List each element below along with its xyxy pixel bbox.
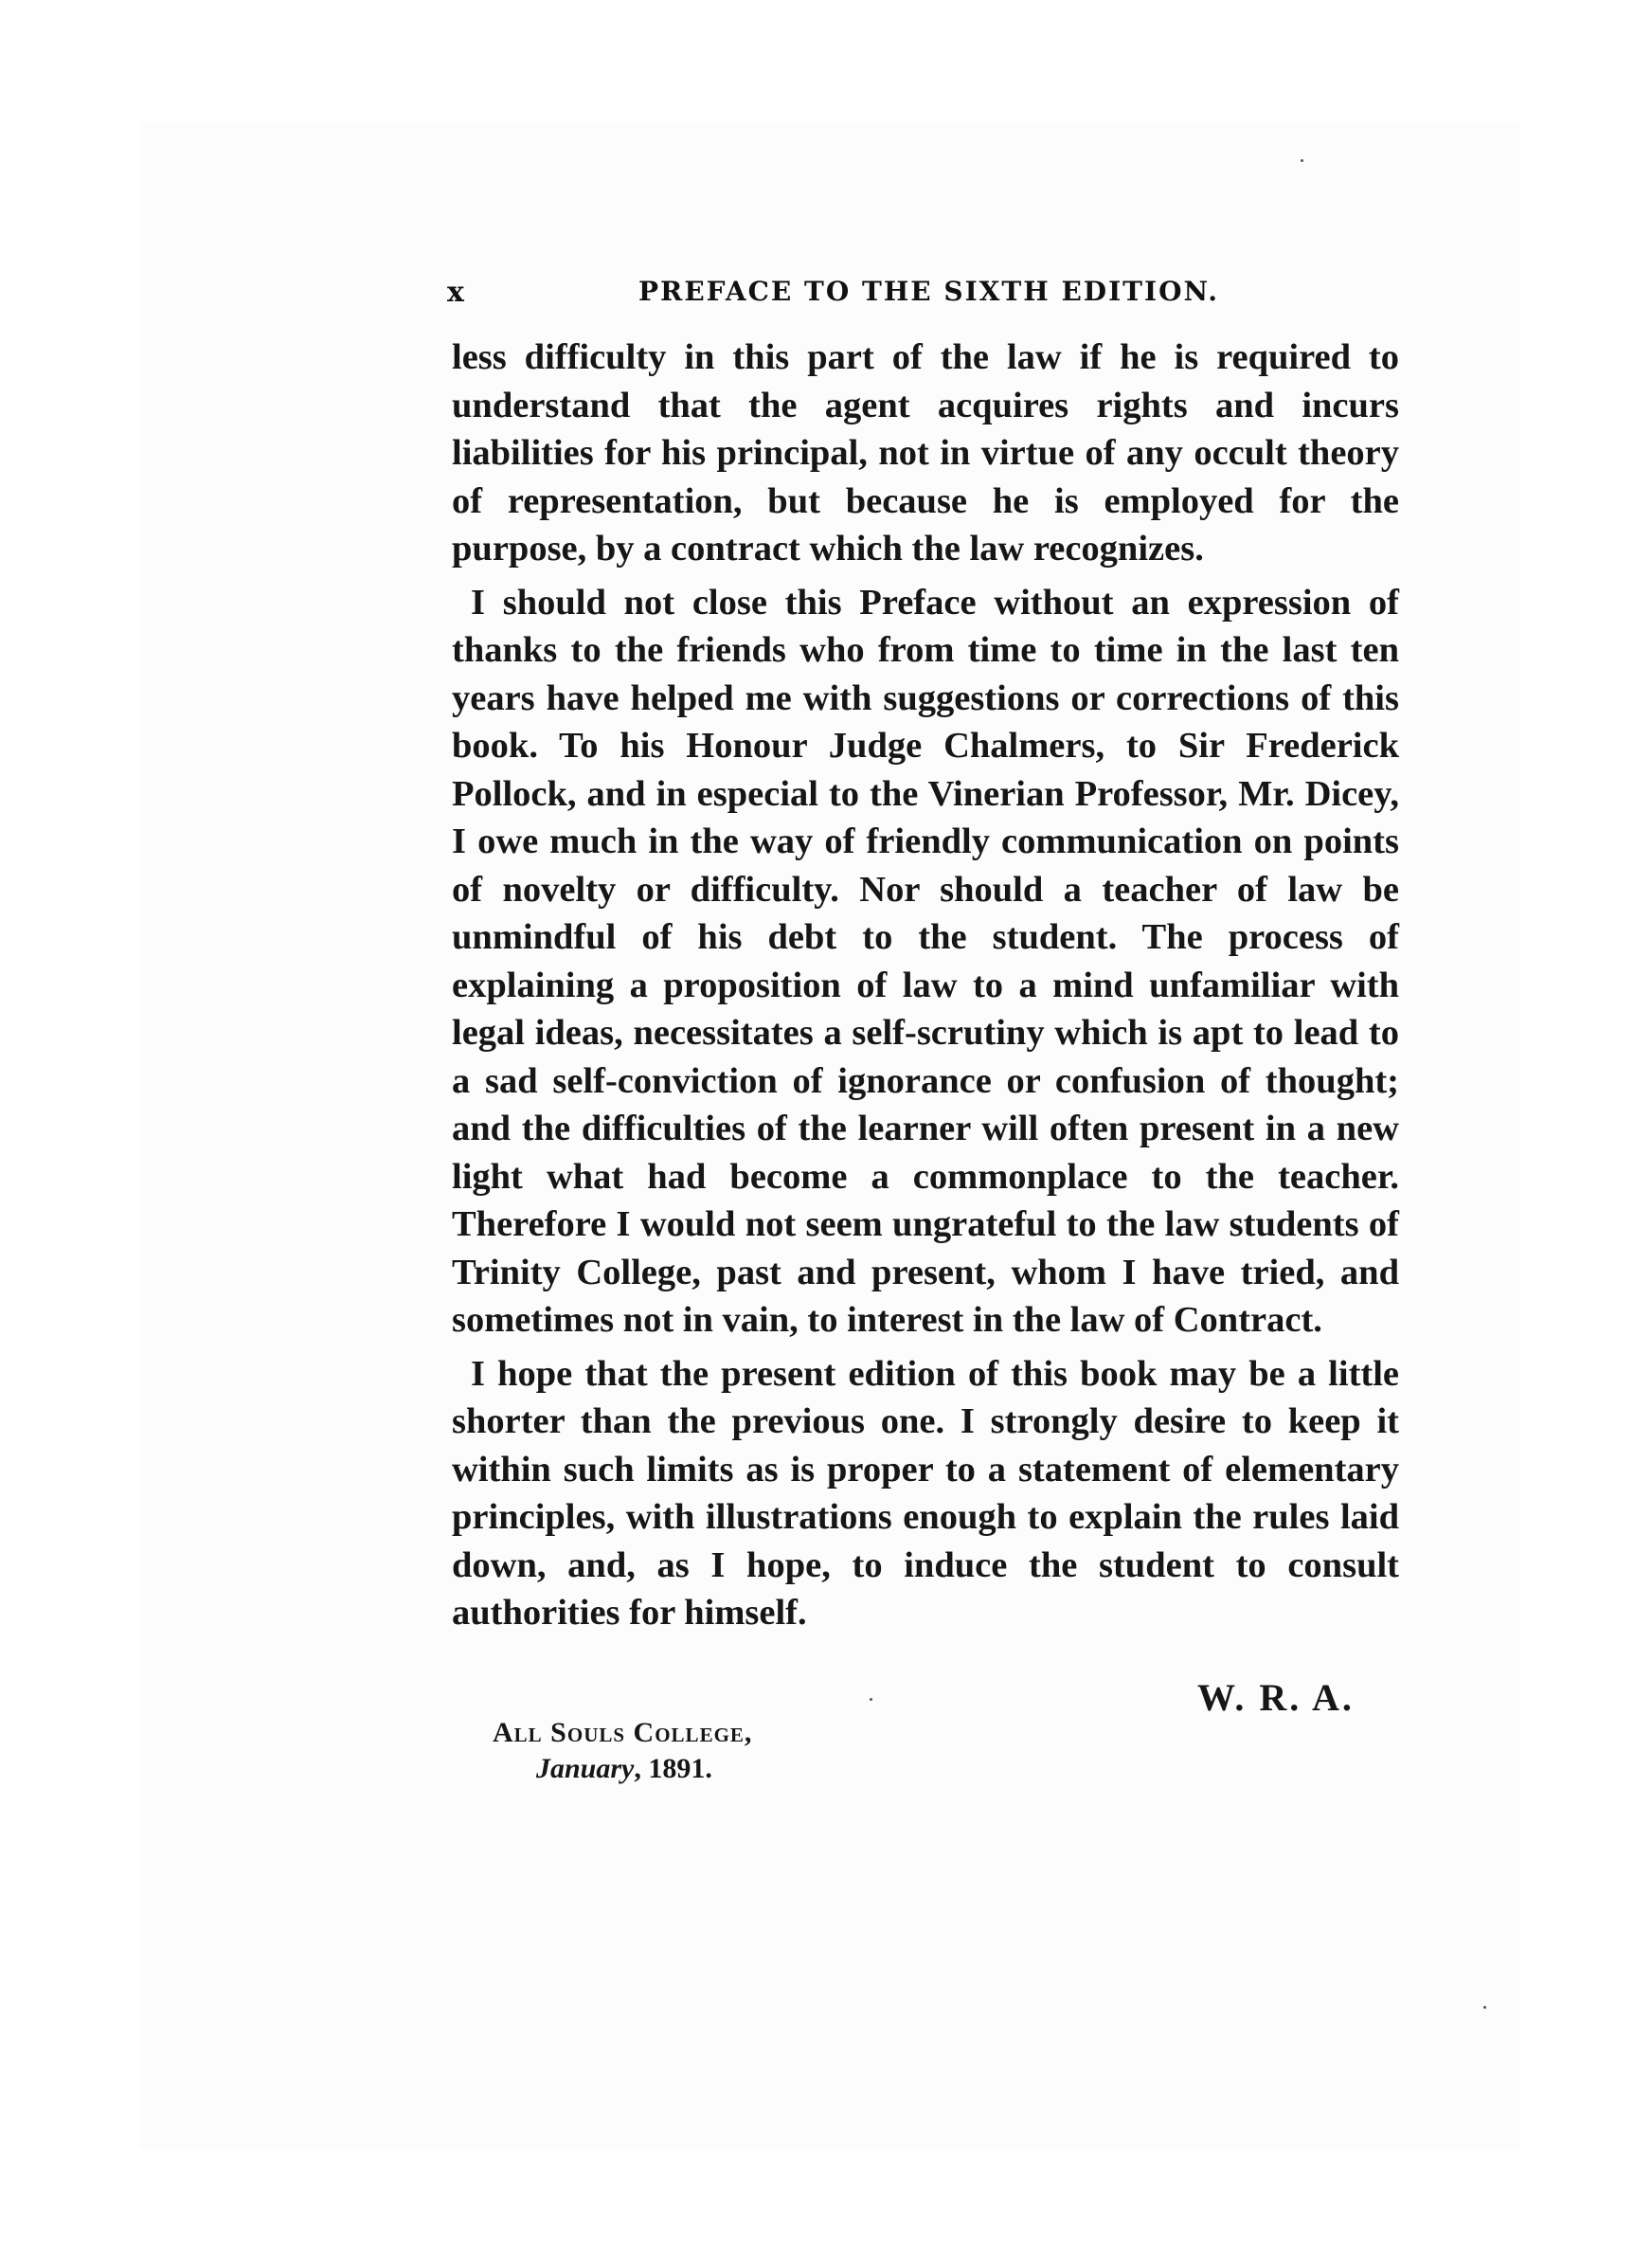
running-title: PREFACE TO THE SIXTH EDITION. — [638, 276, 1220, 307]
page-number: x — [447, 276, 464, 309]
paragraph: I should not close this Preface without an expression of thanks to the friends who from time to time in the last ten years have helped me with suggestions or corrections of this book. To his Honour Judge Chalmers, to Sir Frederick Pollock, and in especial to the Vinerian Professor, Mr. Dicey, I owe much in the way of friendly communication on points of novelty or difficulty. Nor should a teacher of law be unmindful of his debt to the student. The process of explaining a proposition of law to a mind unfamiliar with legal ideas, necessitates a self-scrutiny which is apt to lead to a sad self-conviction of ignorance or confusion of thought; and the difficulties of the learner will often present in a new light what had become a commonplace to the teacher. Therefore I would not seem ungrateful to the law students of Trinity College, past and present, whom I have tried, and sometimes not in vain, to interest in the law of Contract. — [452, 582, 1399, 1340]
signature-initials: W. R. A. — [1197, 1676, 1355, 1719]
paragraph: less difficulty in this part of the law if he is required to understand that the agent acquires rights and incurs liabilities for his principal, not in virtue of any occult theory of representation, but because he is employed for the purpose, by a contract which the law recognizes. — [452, 337, 1399, 569]
running-header — [447, 268, 1394, 316]
body-text — [452, 334, 1399, 1637]
print-speck — [1301, 159, 1303, 162]
date-line — [536, 1753, 712, 1785]
print-speck — [870, 1698, 872, 1701]
place-line: All Souls College, — [493, 1717, 753, 1748]
print-speck — [1483, 2006, 1486, 2009]
paragraph: I hope that the present edition of this book may be a little shorter than the previous one. I strongly desire to keep it within such limits as is proper to a statement of elementary principles, with illustrations enough to explain the rules laid down, and, as I hope, to induce the student to consult authorities for himself. — [452, 1353, 1399, 1633]
date-year: , 1891. — [634, 1753, 712, 1784]
date-month: January — [536, 1753, 635, 1784]
